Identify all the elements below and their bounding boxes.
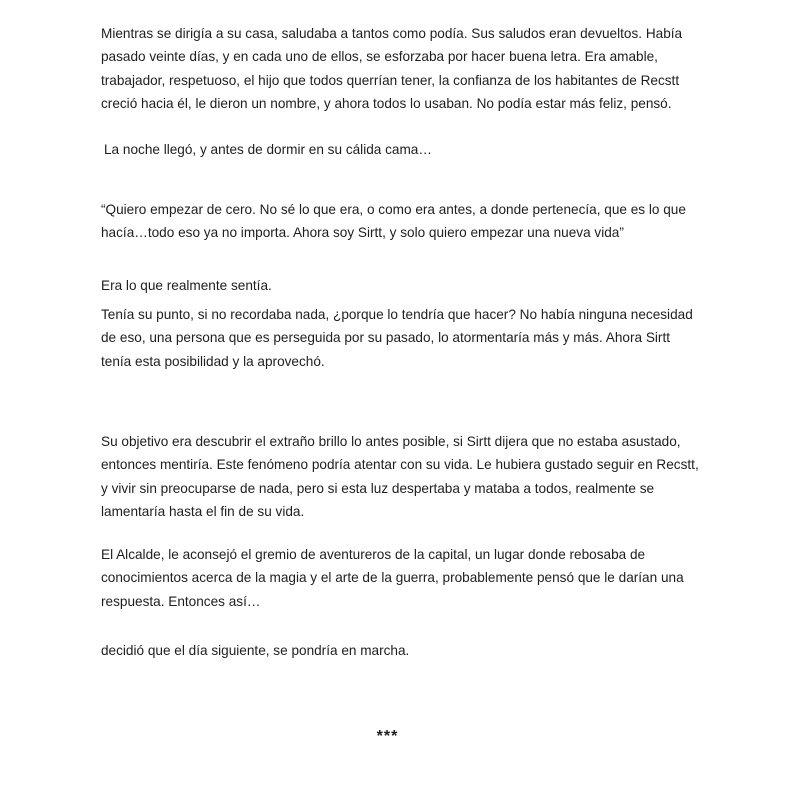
- paragraph-3-quote: “Quiero empezar de cero. No sé lo que era, o como era antes, a donde pertenecía, que es lo que hacía…todo eso ya no importa. Ahora soy Sirtt, y solo quiero empezar una nueva vida”: [101, 202, 686, 241]
- section-separator: ***: [376, 728, 399, 745]
- paragraph-6: Su objetivo era descubrir el extraño brillo lo antes posible, si Sirtt dijera que no estaba asustado, entonces mentiría. Este fenómeno podría atentar con su vida. Le hubiera gustado seguir en Recstt, y vivir sin preocuparse de nada, pero si esta luz despertaba y mataba a todos, realmente se lamentaría hasta el fin de su vida.: [101, 434, 699, 520]
- paragraph-7: El Alcalde, le aconsejó el gremio de aventureros de la capital, un lugar donde rebosaba de conocimientos acerca de la magia y el arte de la guerra, probablemente pensó que le darían una respuesta. Entonces así…: [101, 547, 684, 609]
- paragraph-8: decidió que el día siguiente, se pondría en marcha.: [101, 643, 410, 658]
- paragraph-1: Mientras se dirigía a su casa, saludaba a tantos como podía. Sus saludos eran devueltos. Había pasado veinte días, y en cada uno de ellos, se esforzaba por hacer buena letra. Era amable, trabajador, respetuoso, el hijo que todos querrían tener, la confianza de los habitantes de Recstt creció hacia él, le dieron un nombre, y ahora todos lo usaban. No podía estar más feliz, pensó.: [101, 26, 683, 112]
- paragraph-4: Era lo que realmente sentía.: [101, 278, 272, 293]
- paragraph-5: Tenía su punto, si no recordaba nada, ¿porque lo tendría que hacer? No había ninguna necesidad de eso, una persona que es perseguida por su pasado, lo atormentaría más y más. Ahora Sirtt tenía esta posibilidad y la aprovechó.: [101, 307, 693, 369]
- paragraph-2: La noche llegó, y antes de dormir en su cálida cama…: [104, 142, 432, 157]
